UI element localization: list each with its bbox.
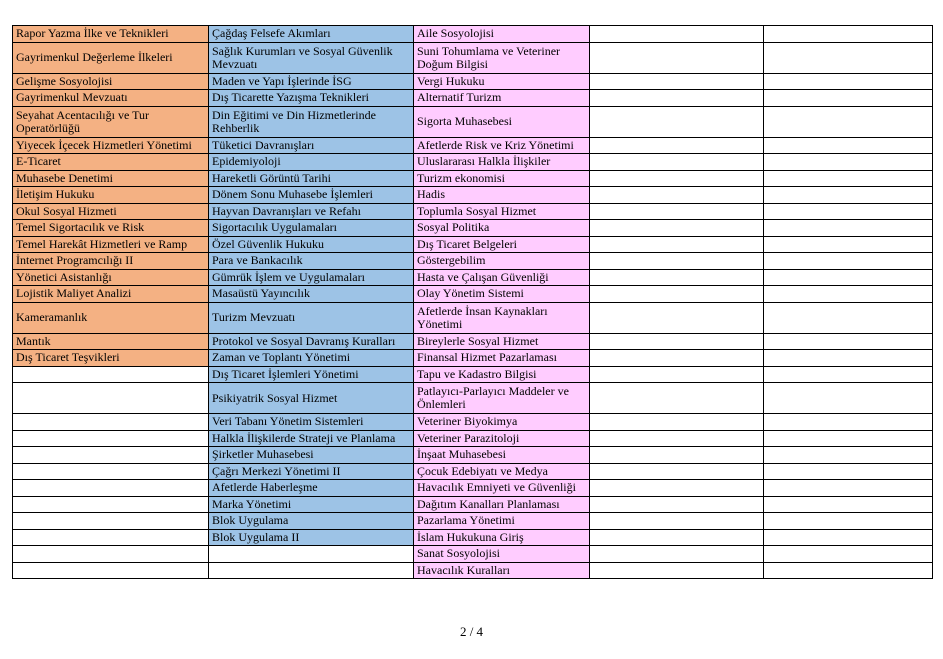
table-row	[13, 562, 933, 579]
table-cell-col2: Epidemiyoloji	[209, 154, 414, 171]
table-cell-col3: Toplumla Sosyal Hizmet	[414, 203, 590, 220]
table-cell-col3: Veteriner Parazitoloji	[414, 430, 590, 447]
table-cell-empty	[764, 562, 933, 579]
table-row	[13, 26, 933, 43]
table-cell-col1	[13, 447, 209, 464]
table-cell-col2: Zaman ve Toplantı Yönetimi	[209, 350, 414, 367]
table-cell-col1: Rapor Yazma İlke ve Teknikleri	[13, 26, 209, 43]
course-table	[12, 25, 933, 579]
table-cell-empty	[590, 90, 764, 107]
table-cell-col2: Din Eğitimi ve Din Hizmetlerinde Rehberlik	[209, 106, 414, 137]
table-row	[13, 269, 933, 286]
table-row	[13, 480, 933, 497]
table-cell-col2: Masaüstü Yayıncılık	[209, 286, 414, 303]
table-cell-empty	[764, 73, 933, 90]
table-row	[13, 137, 933, 154]
table-cell-col1: Lojistik Maliyet Analizi	[13, 286, 209, 303]
table-cell-empty	[764, 414, 933, 431]
table-cell-col1: Gayrimenkul Mevzuatı	[13, 90, 209, 107]
table-cell-empty	[764, 203, 933, 220]
table-row	[13, 90, 933, 107]
table-cell-col3: Hasta ve Çalışan Güvenliği	[414, 269, 590, 286]
table-cell-empty	[764, 187, 933, 204]
table-cell-empty	[764, 286, 933, 303]
table-cell-empty	[590, 269, 764, 286]
table-cell-col3: Sigorta Muhasebesi	[414, 106, 590, 137]
table-cell-col1	[13, 480, 209, 497]
table-row	[13, 203, 933, 220]
table-cell-empty	[590, 154, 764, 171]
table-cell-col3: Dış Ticaret Belgeleri	[414, 236, 590, 253]
table-cell-col2: Blok Uygulama	[209, 513, 414, 530]
table-row	[13, 253, 933, 270]
table-cell-col1	[13, 463, 209, 480]
table-cell-empty	[764, 366, 933, 383]
table-cell-empty	[590, 187, 764, 204]
table-cell-empty	[764, 496, 933, 513]
table-cell-empty	[590, 480, 764, 497]
table-row	[13, 42, 933, 73]
table-cell-col1: Mantık	[13, 333, 209, 350]
table-cell-empty	[590, 562, 764, 579]
table-cell-col2: Dış Ticarette Yazışma Teknikleri	[209, 90, 414, 107]
table-cell-col3: İnşaat Muhasebesi	[414, 447, 590, 464]
table-cell-col2: Dış Ticaret İşlemleri Yönetimi	[209, 366, 414, 383]
table-cell-empty	[590, 137, 764, 154]
table-cell-col1	[13, 513, 209, 530]
table-cell-col3: Afetlerde İnsan Kaynakları Yönetimi	[414, 302, 590, 333]
table-cell-empty	[764, 269, 933, 286]
table-cell-col2: Hayvan Davranışları ve Refahı	[209, 203, 414, 220]
table-cell-empty	[590, 203, 764, 220]
table-cell-col2: Maden ve Yapı İşlerinde İSG	[209, 73, 414, 90]
table-cell-empty	[764, 447, 933, 464]
table-cell-col2: Afetlerde Haberleşme	[209, 480, 414, 497]
table-cell-empty	[590, 430, 764, 447]
table-cell-empty	[764, 154, 933, 171]
table-cell-col1	[13, 383, 209, 414]
table-cell-empty	[590, 170, 764, 187]
table-cell-empty	[764, 106, 933, 137]
table-row	[13, 513, 933, 530]
table-cell-empty	[590, 220, 764, 237]
table-row	[13, 154, 933, 171]
table-row	[13, 170, 933, 187]
table-cell-col3: Uluslararası Halkla İlişkiler	[414, 154, 590, 171]
table-cell-col2: Veri Tabanı Yönetim Sistemleri	[209, 414, 414, 431]
table-cell-empty	[590, 106, 764, 137]
table-cell-empty	[764, 383, 933, 414]
table-row	[13, 496, 933, 513]
table-row	[13, 286, 933, 303]
table-cell-col1: İnternet Programcılığı II	[13, 253, 209, 270]
table-cell-col3: Veteriner Biyokimya	[414, 414, 590, 431]
table-cell-col3: Çocuk Edebiyatı ve Medya	[414, 463, 590, 480]
table-cell-col2: Para ve Bankacılık	[209, 253, 414, 270]
table-cell-col3: Pazarlama Yönetimi	[414, 513, 590, 530]
table-cell-col2: Sağlık Kurumları ve Sosyal Güvenlik Mevzuatı	[209, 42, 414, 73]
table-cell-empty	[764, 137, 933, 154]
table-cell-col1: Gelişme Sosyolojisi	[13, 73, 209, 90]
table-cell-empty	[764, 26, 933, 43]
table-cell-col2: Şirketler Muhasebesi	[209, 447, 414, 464]
page-number: 2 / 4	[459, 624, 484, 639]
table-cell-empty	[590, 496, 764, 513]
table-cell-col1: E-Ticaret	[13, 154, 209, 171]
table-cell-empty	[764, 236, 933, 253]
table-row	[13, 447, 933, 464]
table-row	[13, 333, 933, 350]
table-cell-empty	[764, 430, 933, 447]
table-cell-empty	[590, 236, 764, 253]
table-cell-col3: Hadis	[414, 187, 590, 204]
table-cell-col1	[13, 562, 209, 579]
table-cell-empty	[590, 447, 764, 464]
table-cell-col3: Sosyal Politika	[414, 220, 590, 237]
table-cell-empty	[764, 90, 933, 107]
table-cell-col2: Özel Güvenlik Hukuku	[209, 236, 414, 253]
table-cell-col1	[13, 430, 209, 447]
table-cell-col1	[13, 366, 209, 383]
table-cell-col1: Temel Sigortacılık ve Risk	[13, 220, 209, 237]
course-table-body	[13, 26, 933, 579]
table-cell-col3: Finansal Hizmet Pazarlaması	[414, 350, 590, 367]
table-cell-empty	[764, 546, 933, 563]
table-cell-col2	[209, 562, 414, 579]
table-cell-empty	[764, 480, 933, 497]
table-cell-col1	[13, 414, 209, 431]
table-row	[13, 106, 933, 137]
table-cell-col3: Vergi Hukuku	[414, 73, 590, 90]
table-cell-empty	[590, 333, 764, 350]
table-row	[13, 430, 933, 447]
table-cell-empty	[764, 42, 933, 73]
table-cell-col3: Göstergebilim	[414, 253, 590, 270]
table-cell-empty	[590, 366, 764, 383]
table-cell-empty	[764, 220, 933, 237]
table-cell-col1: Seyahat Acentacılığı ve Tur Operatörlüğü	[13, 106, 209, 137]
table-row	[13, 529, 933, 546]
table-cell-col3: Olay Yönetim Sistemi	[414, 286, 590, 303]
table-cell-empty	[590, 383, 764, 414]
table-cell-empty	[590, 302, 764, 333]
table-row	[13, 350, 933, 367]
table-cell-col3: Patlayıcı-Parlayıcı Maddeler ve Önlemleri	[414, 383, 590, 414]
table-cell-col1: Gayrimenkul Değerleme İlkeleri	[13, 42, 209, 73]
table-cell-empty	[764, 302, 933, 333]
table-cell-empty	[590, 513, 764, 530]
table-cell-col1	[13, 546, 209, 563]
table-cell-empty	[590, 414, 764, 431]
table-cell-col1: Yönetici Asistanlığı	[13, 269, 209, 286]
table-row	[13, 414, 933, 431]
table-cell-empty	[590, 546, 764, 563]
table-cell-empty	[590, 253, 764, 270]
table-cell-empty	[590, 529, 764, 546]
table-cell-col3: Alternatif Turizm	[414, 90, 590, 107]
table-cell-col3: İslam Hukukuna Giriş	[414, 529, 590, 546]
table-row	[13, 73, 933, 90]
table-cell-col3: Sanat Sosyolojisi	[414, 546, 590, 563]
table-cell-col3: Turizm ekonomisi	[414, 170, 590, 187]
table-cell-col2: Hareketli Görüntü Tarihi	[209, 170, 414, 187]
table-cell-col2: Dönem Sonu Muhasebe İşlemleri	[209, 187, 414, 204]
table-row	[13, 366, 933, 383]
table-cell-empty	[590, 350, 764, 367]
table-cell-col2: Tüketici Davranışları	[209, 137, 414, 154]
table-cell-empty	[764, 170, 933, 187]
table-cell-col3: Aile Sosyolojisi	[414, 26, 590, 43]
table-cell-col1	[13, 496, 209, 513]
table-row	[13, 463, 933, 480]
table-cell-col1: Muhasebe Denetimi	[13, 170, 209, 187]
table-cell-col2	[209, 546, 414, 563]
table-cell-col1: Yiyecek İçecek Hizmetleri Yönetimi	[13, 137, 209, 154]
table-cell-col1: Temel Harekât Hizmetleri ve Ramp	[13, 236, 209, 253]
table-cell-col1: Okul Sosyal Hizmeti	[13, 203, 209, 220]
table-cell-empty	[764, 463, 933, 480]
table-cell-empty	[590, 73, 764, 90]
table-cell-col3: Tapu ve Kadastro Bilgisi	[414, 366, 590, 383]
table-cell-col1: Kameramanlık	[13, 302, 209, 333]
table-row	[13, 187, 933, 204]
table-cell-col2: Turizm Mevzuatı	[209, 302, 414, 333]
table-cell-empty	[590, 463, 764, 480]
table-cell-empty	[764, 513, 933, 530]
table-cell-col1: İletişim Hukuku	[13, 187, 209, 204]
table-cell-col3: Havacılık Emniyeti ve Güvenliği	[414, 480, 590, 497]
table-cell-col2: Protokol ve Sosyal Davranış Kuralları	[209, 333, 414, 350]
table-cell-col2: Blok Uygulama II	[209, 529, 414, 546]
table-cell-empty	[764, 333, 933, 350]
table-cell-empty	[590, 42, 764, 73]
table-cell-empty	[764, 350, 933, 367]
table-cell-col3: Dağıtım Kanalları Planlaması	[414, 496, 590, 513]
table-cell-col2: Marka Yönetimi	[209, 496, 414, 513]
table-cell-col2: Psikiyatrik Sosyal Hizmet	[209, 383, 414, 414]
table-cell-col1	[13, 529, 209, 546]
table-row	[13, 302, 933, 333]
table-cell-col2: Çağdaş Felsefe Akımları	[209, 26, 414, 43]
table-row	[13, 236, 933, 253]
table-cell-empty	[590, 286, 764, 303]
table-row	[13, 546, 933, 563]
table-cell-empty	[764, 529, 933, 546]
table-cell-empty	[590, 26, 764, 43]
table-cell-col2: Sigortacılık Uygulamaları	[209, 220, 414, 237]
table-row	[13, 220, 933, 237]
table-cell-col1: Dış Ticaret Teşvikleri	[13, 350, 209, 367]
table-cell-col3: Bireylerle Sosyal Hizmet	[414, 333, 590, 350]
table-cell-col3: Havacılık Kuralları	[414, 562, 590, 579]
table-cell-col2: Gümrük İşlem ve Uygulamaları	[209, 269, 414, 286]
table-cell-col3: Afetlerde Risk ve Kriz Yönetimi	[414, 137, 590, 154]
table-cell-col3: Suni Tohumlama ve Veteriner Doğum Bilgisi	[414, 42, 590, 73]
table-cell-empty	[764, 253, 933, 270]
table-row	[13, 383, 933, 414]
table-cell-col2: Halkla İlişkilerde Strateji ve Planlama	[209, 430, 414, 447]
table-cell-col2: Çağrı Merkezi Yönetimi II	[209, 463, 414, 480]
